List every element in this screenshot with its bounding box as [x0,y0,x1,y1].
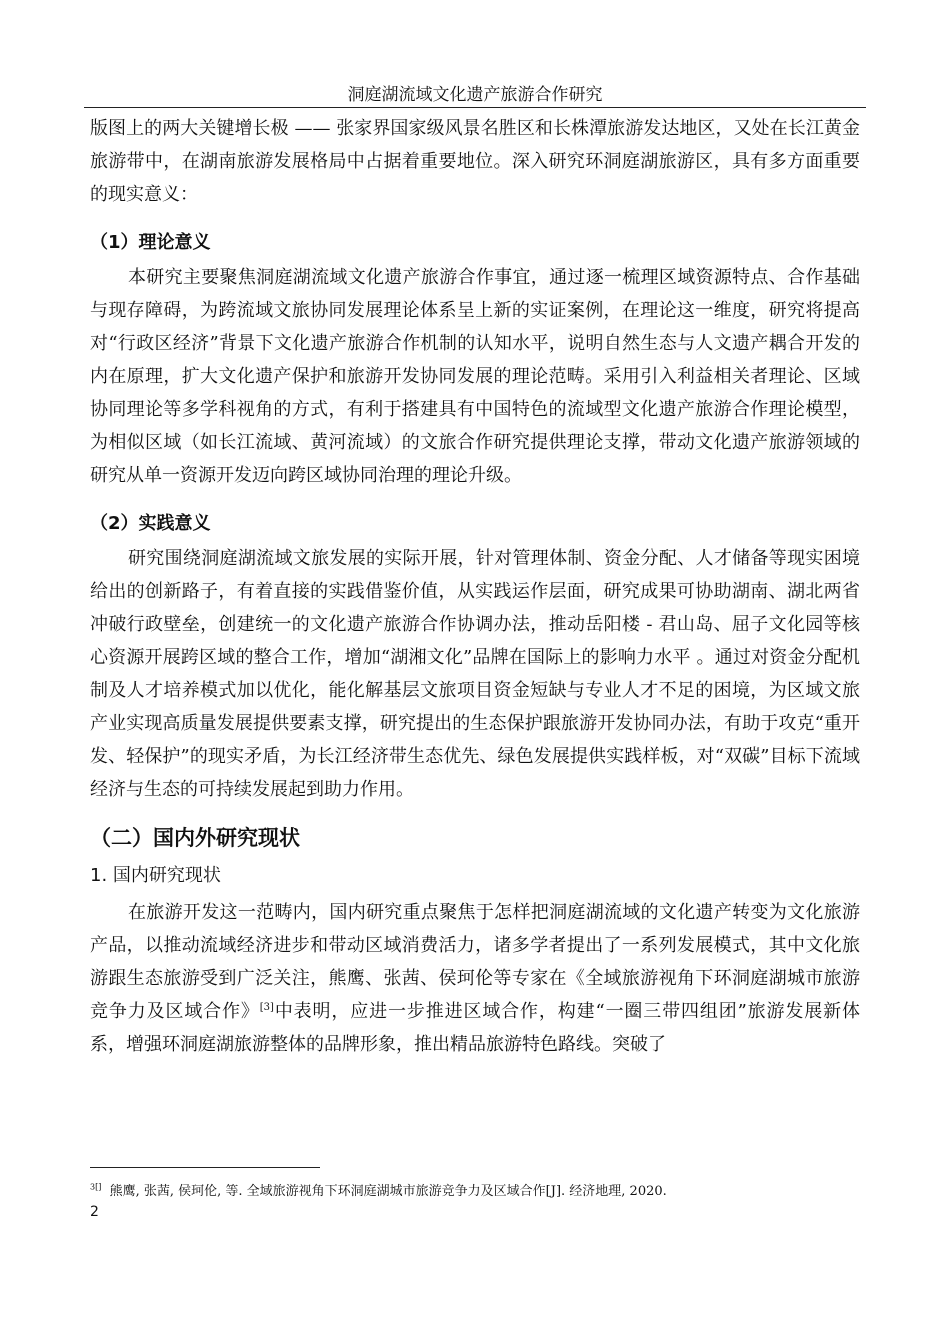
section-heading: （二）国内外研究现状 [90,826,300,850]
main-content [90,112,860,1061]
theory-heading: （1）理论意义 [90,232,211,253]
subsection-heading: 1. 国内研究现状 [90,865,221,886]
footnote-rule [90,1167,320,1168]
intro-paragraph: 版图上的两大关键增长极 —— 张家界国家级风景名胜区和长株潭旅游发达地区，又处在长江黄金旅游带中，在湖南旅游发展格局中占据着重要地位。深入研究环洞庭湖旅游区，具有多方面重要的现实意义： [90,118,860,205]
footnote-marker: 3[] [90,1182,102,1192]
citation-marker[interactable]: [3] [259,1002,274,1013]
footnote-text: 熊鹰, 张茜, 侯珂伦, 等. 全域旅游视角下环洞庭湖城市旅游竞争力及区域合作[J]. 经济地理, 2020. [109,1184,667,1199]
domestic-text-part1: 在旅游开发这一范畴内，国内研究重点聚焦于怎样把洞庭湖流域的文化遗产转变为文化旅游产品，以推动流域经济进步和带动区域消费活力，诸多学者提出了一系列发展模式，其中文化旅游跟生态旅游受到广泛关注，熊鹰、张茜、侯珂伦等专家在《全域旅游视角下环洞庭湖城市旅游竞争力及区域合作》 [90,902,860,1022]
theory-paragraph: 本研究主要聚焦洞庭湖流域文化遗产旅游合作事宜，通过逐一梳理区域资源特点、合作基础与现存障碍，为跨流域文旅协同发展理论体系呈上新的实证案例，在理论这一维度，研究将提高对“行政区经济”背景下文化遗产旅游合作机制的认知水平，说明自然生态与人文遗产耦合开发的内在原理，扩大文化遗产保护和旅游开发协同发展的理论范畴。采用引入利益相关者理论、区域协同理论等多学科视角的方式，有利于搭建具有中国特色的流域型文化遗产旅游合作理论模型，为相似区域（如长江流域、黄河流域）的文旅合作研究提供理论支撑，带动文化遗产旅游领域的研究从单一资源开发迈向跨区域协同治理的理论升级。 [90,267,860,486]
page-number: 2 [90,1204,99,1220]
footnote [90,1183,860,1201]
running-header: 洞庭湖流域文化遗产旅游合作研究 [347,85,603,105]
header-rule [84,107,866,108]
domestic-text-part2: 中表明，应进一步推进区域合作，构建“一圈三带四组团”旅游发展新体系，增强环洞庭湖旅游整体的品牌形象，推出精品旅游特色路线。突破了 [90,1001,861,1055]
practice-paragraph: 研究围绕洞庭湖流域文旅发展的实际开展，针对管理体制、资金分配、人才储备等现实困境给出的创新路子，有着直接的实践借鉴价值，从实践运作层面，研究成果可协助湖南、湖北两省冲破行政壁垒，创建统一的文化遗产旅游合作协调办法，推动岳阳楼 - 君山岛、屈子文化园等核心资源开展跨区域的整合工作，增加“湖湘文化”品牌在国际上的影响力水平 。通过对资金分配机制及人才培养模式加以优化，能化解基层文旅项目资金短缺与专业人才不足的困境，为区域文旅产业实现高质量发展提供要素支撑，研究提出的生态保护跟旅游开发协同办法，有助于攻克“重开发、轻保护”的现实矛盾，为长江经济带生态优先、绿色发展提供实践样板，对“双碳”目标下流域经济与生态的可持续发展起到助力作用。 [90,548,860,800]
practice-heading: （2）实践意义 [90,513,211,534]
domestic-paragraph [90,896,860,1061]
